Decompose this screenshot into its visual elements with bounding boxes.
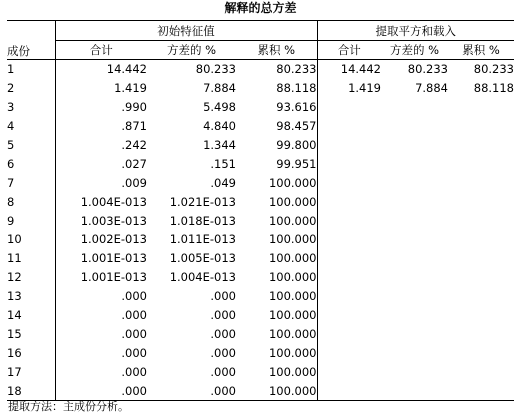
cell-extract-cumulative [448, 343, 514, 362]
cell-initial-cumulative: 100.000 [236, 343, 317, 362]
cell-extract-pct-variance [381, 230, 448, 249]
cell-initial-pct-variance: .000 [210, 289, 236, 304]
cell-component: 2 [7, 79, 55, 98]
cell-initial-total: .242 [121, 138, 147, 152]
cell-extract-pct-variance [381, 117, 448, 136]
cell-initial-total: .027 [121, 156, 147, 171]
cell-extract-pct-variance [381, 192, 448, 211]
cell-component: 13 [7, 287, 55, 306]
table-row [7, 381, 514, 400]
cell-extract-total [317, 343, 381, 362]
cell-component: 8 [7, 192, 55, 211]
cell-extract-cumulative [448, 306, 514, 325]
cell-extract-pct-variance [381, 381, 448, 400]
cell-initial-cumulative: 99.800 [236, 136, 317, 155]
total-variance-table [7, 20, 514, 401]
cell-extract-cumulative [448, 154, 514, 173]
cell-extract-cumulative [448, 98, 514, 117]
cell-extract-total [317, 98, 381, 117]
table-row [7, 173, 514, 192]
cell-initial-total: 1.003E-013 [80, 213, 147, 228]
cell-initial-cumulative: 100.000 [236, 381, 317, 400]
cell-initial-cumulative: 80.233 [236, 60, 317, 79]
cell-initial-total: .009 [121, 175, 147, 190]
cell-initial-total: .871 [121, 119, 147, 134]
cell-extract-cumulative [448, 173, 514, 192]
cell-extract-total [317, 268, 381, 287]
cell-extract-pct-variance [381, 343, 448, 362]
cell-initial-cumulative: 100.000 [236, 173, 317, 192]
cell-extract-total: 1.419 [348, 81, 381, 96]
cell-extract-pct-variance [381, 211, 448, 230]
cell-extract-total [317, 230, 381, 249]
cell-initial-pct-variance: .000 [210, 345, 236, 360]
column-header-component: 成份 [7, 21, 55, 60]
cell-initial-pct-variance: 1.011E-013 [169, 232, 236, 247]
cell-extract-total [317, 287, 381, 306]
cell-initial-pct-variance: .000 [210, 364, 236, 379]
cell-component: 5 [7, 136, 55, 155]
cell-initial-cumulative: 100.000 [236, 192, 317, 211]
table-title: 解释的总方差 [224, 1, 297, 15]
cell-component: 16 [7, 343, 55, 362]
column-group-initial-eigenvalues: 初始特征值 [55, 21, 317, 41]
cell-extract-cumulative [448, 230, 514, 249]
cell-extract-pct-variance [381, 362, 448, 381]
cell-extract-cumulative: 88.118 [473, 81, 514, 96]
cell-extract-total [317, 154, 381, 173]
cell-extract-cumulative [448, 381, 514, 400]
column-header-extract-pct-variance: 方差的 % [381, 41, 448, 60]
cell-component: 12 [7, 268, 55, 287]
cell-extract-cumulative: 80.233 [473, 62, 514, 77]
cell-component: 11 [7, 249, 55, 268]
cell-initial-cumulative: 100.000 [236, 362, 317, 381]
table-row [7, 211, 514, 230]
cell-initial-total: 1.004E-013 [80, 194, 147, 209]
cell-initial-total: 1.001E-013 [80, 251, 147, 266]
table-row [7, 192, 514, 211]
cell-initial-pct-variance: 4.840 [203, 119, 236, 134]
cell-extract-cumulative [448, 192, 514, 211]
table-row [7, 287, 514, 306]
cell-component: 1 [7, 60, 55, 79]
cell-extract-total [317, 117, 381, 136]
table-row [7, 98, 514, 117]
cell-extract-cumulative [448, 117, 514, 136]
cell-initial-cumulative: 88.118 [236, 79, 317, 98]
cell-extract-pct-variance [381, 268, 448, 287]
table-row [7, 136, 514, 155]
cell-extract-total [317, 249, 381, 268]
column-group-extraction-sums: 提取平方和载入 [317, 21, 514, 41]
column-header-initial-pct-variance: 方差的 % [147, 41, 236, 60]
cell-initial-pct-variance: .151 [210, 156, 236, 171]
cell-extract-pct-variance [381, 249, 448, 268]
cell-extract-pct-variance [381, 306, 448, 325]
table-row [7, 324, 514, 343]
column-header-extract-cumulative: 累积 % [448, 41, 514, 60]
cell-extract-pct-variance: 7.884 [415, 81, 448, 96]
table-row [7, 306, 514, 325]
cell-initial-pct-variance: 7.884 [203, 81, 236, 96]
cell-initial-cumulative: 100.000 [236, 287, 317, 306]
column-header-extract-total: 合计 [317, 41, 381, 60]
cell-extract-pct-variance [381, 173, 448, 192]
cell-component: 10 [7, 230, 55, 249]
cell-initial-total: .000 [121, 345, 147, 360]
table-row [7, 268, 514, 287]
cell-component: 9 [7, 211, 55, 230]
cell-initial-cumulative: 100.000 [236, 268, 317, 287]
cell-extract-cumulative [448, 287, 514, 306]
cell-component: 17 [7, 362, 55, 381]
cell-initial-pct-variance: 1.018E-013 [169, 213, 236, 228]
cell-initial-pct-variance: 80.233 [195, 62, 236, 77]
cell-extract-total [317, 362, 381, 381]
cell-initial-pct-variance: 5.498 [203, 100, 236, 115]
cell-extract-pct-variance [381, 287, 448, 306]
cell-initial-cumulative: 100.000 [236, 324, 317, 343]
cell-extract-total [317, 324, 381, 343]
cell-extract-total [317, 211, 381, 230]
cell-initial-total: .990 [121, 100, 147, 115]
cell-initial-cumulative: 100.000 [236, 249, 317, 268]
cell-component: 3 [7, 98, 55, 117]
table-row [7, 79, 514, 98]
cell-initial-pct-variance: 1.004E-013 [169, 270, 236, 285]
cell-component: 7 [7, 173, 55, 192]
table-row [7, 60, 514, 79]
column-header-initial-cumulative: 累积 % [236, 41, 317, 60]
cell-extract-cumulative [448, 362, 514, 381]
cell-component: 15 [7, 324, 55, 343]
cell-initial-total: .000 [121, 364, 147, 379]
cell-extract-pct-variance [381, 154, 448, 173]
table-row [7, 362, 514, 381]
cell-initial-total: 14.442 [106, 62, 147, 77]
cell-initial-total: 1.002E-013 [80, 232, 147, 247]
cell-initial-cumulative: 99.951 [236, 154, 317, 173]
header-row-groups [7, 21, 514, 41]
cell-component: 14 [7, 306, 55, 325]
cell-extract-cumulative [448, 324, 514, 343]
cell-initial-pct-variance: .049 [210, 175, 236, 190]
cell-initial-cumulative: 100.000 [236, 306, 317, 325]
table-row [7, 117, 514, 136]
cell-initial-cumulative: 93.616 [236, 98, 317, 117]
column-header-initial-total: 合计 [55, 41, 147, 60]
cell-extract-total [317, 136, 381, 155]
cell-initial-total: 1.419 [114, 81, 147, 96]
table-row [7, 154, 514, 173]
cell-initial-cumulative: 98.457 [236, 117, 317, 136]
cell-extract-pct-variance [381, 98, 448, 117]
cell-extract-total: 14.442 [340, 62, 381, 77]
table-row [7, 230, 514, 249]
cell-extract-cumulative [448, 136, 514, 155]
cell-initial-cumulative: 100.000 [236, 230, 317, 249]
cell-component: 18 [7, 381, 55, 400]
cell-extract-cumulative [448, 268, 514, 287]
cell-initial-total: .000 [121, 326, 147, 341]
cell-initial-pct-variance: .000 [210, 308, 236, 323]
footnote: 提取方法：主成份分析。 [8, 400, 129, 413]
cell-extract-pct-variance: 80.233 [407, 62, 448, 77]
header-row-columns [7, 41, 514, 60]
cell-component: 6 [7, 154, 55, 173]
cell-initial-total: .000 [121, 289, 147, 304]
cell-component: 4 [7, 117, 55, 136]
cell-extract-total [317, 306, 381, 325]
cell-extract-pct-variance [381, 136, 448, 155]
cell-initial-cumulative: 100.000 [236, 211, 317, 230]
cell-extract-cumulative [448, 249, 514, 268]
cell-initial-total: .000 [55, 381, 147, 400]
cell-initial-total: 1.001E-013 [80, 270, 147, 285]
cell-extract-cumulative [448, 211, 514, 230]
cell-extract-total [317, 192, 381, 211]
cell-initial-pct-variance: .000 [147, 381, 236, 400]
cell-initial-pct-variance: 1.005E-013 [169, 251, 236, 266]
cell-initial-total: .000 [121, 308, 147, 323]
cell-extract-total [317, 173, 381, 192]
cell-initial-pct-variance: .000 [210, 326, 236, 341]
table-row [7, 249, 514, 268]
cell-extract-total [317, 381, 381, 400]
cell-initial-pct-variance: 1.021E-013 [169, 194, 236, 209]
table-row [7, 343, 514, 362]
cell-initial-pct-variance: 1.344 [203, 138, 236, 152]
cell-extract-pct-variance [381, 324, 448, 343]
